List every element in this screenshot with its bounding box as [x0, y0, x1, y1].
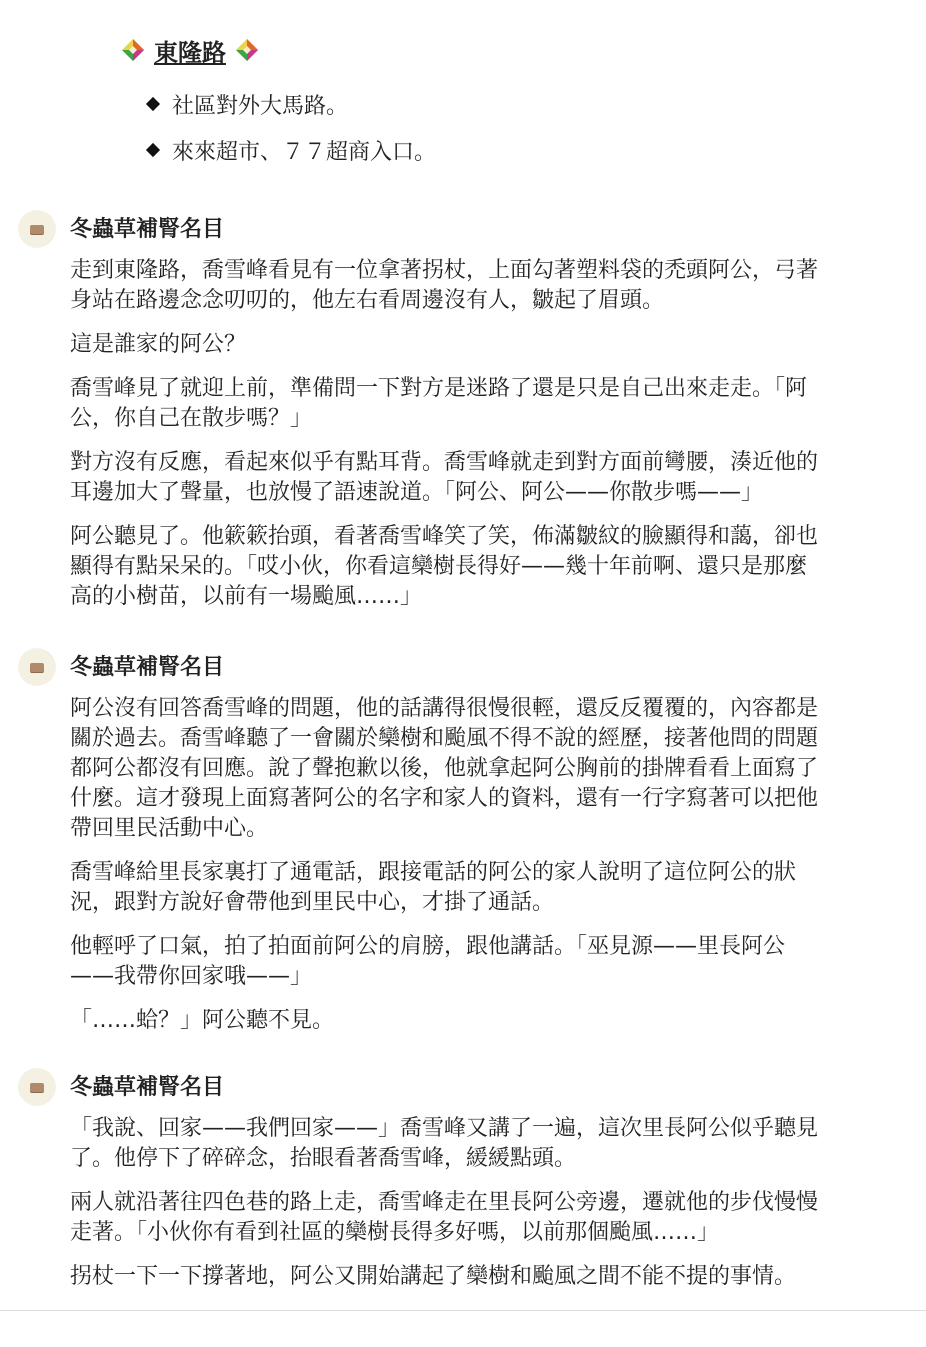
post	[0, 648, 926, 1050]
post-paragraph: 阿公沒有回答喬雪峰的問題，他的話講得很慢很輕，還反反覆覆的，內容都是 關於過去。喬雪峰聽了一會關於欒樹和颱風不得不說的經歷，接著他問的問題 都阿公都沒有回應。說了聲抱歉以後，他就拿起阿公胸前的掛牌看看上面寫了 什麼。這才發現上面寫著阿公的名字和家人的資料，還有一行字寫著可以把他 帶回里民活動中心。	[70, 696, 819, 841]
post-paragraph: 「……蛤？」阿公聽不見。	[70, 1008, 335, 1033]
post-paragraph: 喬雪峰見了就迎上前，準備問一下對方是迷路了還是只是自己出來走走。「阿 公，你自己在散步嗎？」	[70, 376, 808, 431]
post-body	[70, 1114, 896, 1292]
avatar[interactable]	[18, 648, 56, 686]
post-paragraph: 兩人就沿著往四色巷的路上走，喬雪峰走在里長阿公旁邊，遷就他的步伐慢慢 走著。「小伙你有看到社區的欒樹長得多好嗎，以前那個颱風……」	[70, 1190, 819, 1245]
diamond-bullet-icon	[146, 143, 160, 157]
author-name[interactable]: 冬蟲草補腎名目	[70, 655, 225, 680]
bullet-text: 來來超市、７７超商入口。	[172, 139, 437, 165]
post-body	[70, 694, 896, 1036]
diamond-bullet-icon	[146, 97, 160, 111]
avatar[interactable]	[18, 1068, 56, 1106]
book-icon	[30, 1083, 44, 1092]
post-paragraph: 他輕呼了口氣，拍了拍面前阿公的肩膀，跟他講話。「巫見源——里長阿公 ——我帶你回家哦——」	[70, 934, 786, 989]
bullet-text: 社區對外大馬路。	[172, 93, 349, 119]
post-header	[0, 648, 926, 684]
divider	[0, 1310, 926, 1311]
post-body	[70, 256, 896, 612]
list-item	[148, 88, 436, 120]
sparkle-gem-icon	[234, 37, 260, 63]
post-paragraph: 走到東隆路，喬雪峰看見有一位拿著拐杖，上面勾著塑料袋的禿頭阿公，弓著 身站在路邊念念叨叨的，他左右看周邊沒有人，皺起了眉頭。	[70, 258, 819, 313]
post-paragraph: 「我說、回家——我們回家——」喬雪峰又講了一遍，這次里長阿公似乎聽見 了。他停下了碎碎念，抬眼看著喬雪峰，緩緩點頭。	[70, 1116, 819, 1171]
location-header	[120, 30, 436, 180]
post-header	[0, 1068, 926, 1104]
book-icon	[30, 663, 44, 672]
location-name: 東隆路	[154, 38, 226, 67]
book-icon	[30, 225, 44, 234]
post-header	[0, 210, 926, 246]
post-paragraph: 喬雪峰給里長家裏打了通電話，跟接電話的阿公的家人說明了這位阿公的狀 況，跟對方說好會帶他到里民中心，才掛了通話。	[70, 860, 797, 915]
list-item	[148, 134, 436, 166]
post-paragraph: 阿公聽見了。他簌簌抬頭，看著喬雪峰笑了笑，佈滿皺紋的臉顯得和藹，卻也 顯得有點呆呆的。「哎小伙，你看這欒樹長得好——幾十年前啊、還只是那麼 高的小樹苗，以前有一場颱風……」	[70, 524, 819, 609]
avatar[interactable]	[18, 210, 56, 248]
post-paragraph: 拐杖一下一下撐著地，阿公又開始講起了欒樹和颱風之間不能不提的事情。	[70, 1264, 797, 1289]
post-paragraph: 對方沒有反應，看起來似乎有點耳背。喬雪峰就走到對方面前彎腰，湊近他的 耳邊加大了聲量，也放慢了語速說道。「阿公、阿公——你散步嗎——」	[70, 450, 819, 505]
sparkle-gem-icon	[120, 37, 146, 63]
location-title	[120, 30, 436, 70]
post	[0, 210, 926, 626]
location-bullets	[120, 88, 436, 166]
author-name[interactable]: 冬蟲草補腎名目	[70, 1075, 225, 1100]
post	[0, 1068, 926, 1306]
post-paragraph: 這是誰家的阿公？	[70, 332, 247, 357]
author-name[interactable]: 冬蟲草補腎名目	[70, 217, 225, 242]
